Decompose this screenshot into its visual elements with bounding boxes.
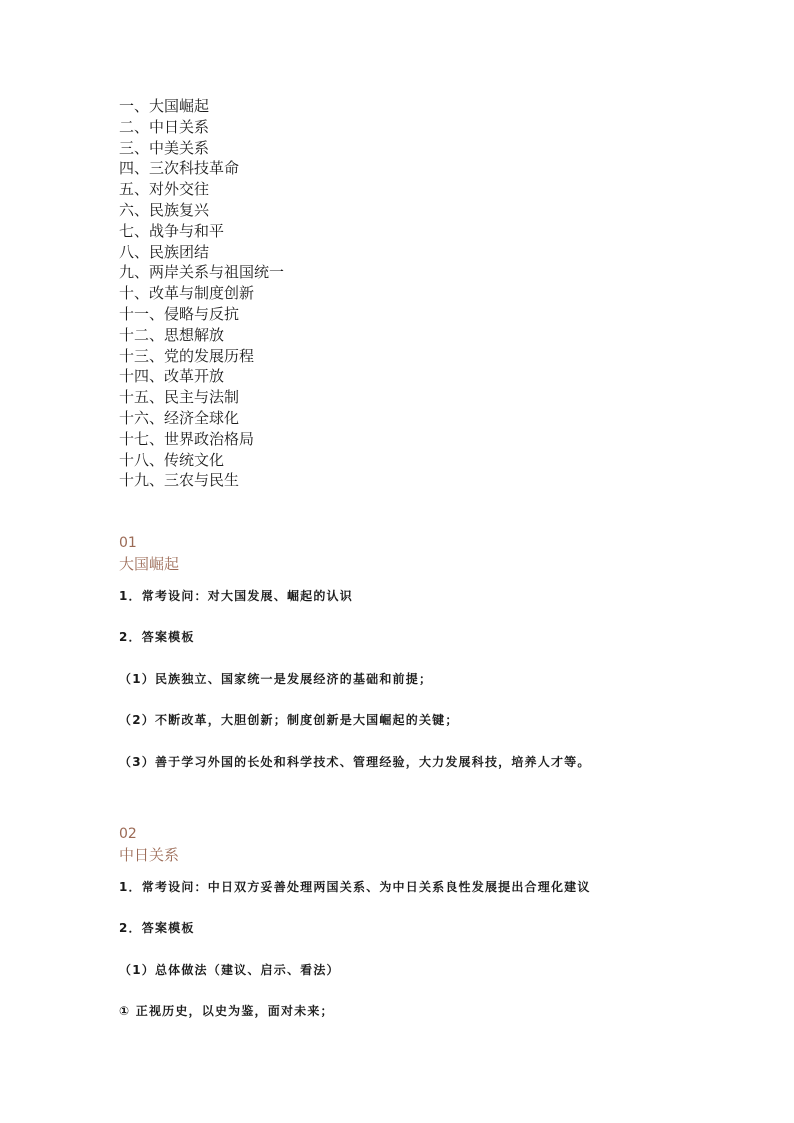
toc-item: 十三、党的发展历程 xyxy=(119,346,255,365)
question-line: 1．常考设问：中日双方妥善处理两国关系、为中日关系良性发展提出合理化建议 xyxy=(119,880,591,894)
toc-item: 九、两岸关系与祖国统一 xyxy=(119,263,285,282)
toc-item: 十四、改革开放 xyxy=(119,367,225,386)
toc-item: 八、民族团结 xyxy=(119,242,210,261)
template-heading: 2．答案模板 xyxy=(119,630,195,644)
template-heading: 2．答案模板 xyxy=(119,921,195,935)
toc-item: 一、大国崛起 xyxy=(119,97,210,115)
answer-point: （1）民族独立、国家统一是发展经济的基础和前提； xyxy=(119,672,433,686)
answer-point: ① 正视历史，以史为鉴，面对未来； xyxy=(119,1004,334,1018)
toc-item: 三、中美关系 xyxy=(119,138,210,157)
toc-item: 十一、侵略与反抗 xyxy=(119,304,240,323)
section-title: 中日关系 xyxy=(119,846,180,864)
toc-item: 十七、世界政治格局 xyxy=(119,429,255,448)
answer-point: （2）不断改革，大胆创新；制度创新是大国崛起的关键； xyxy=(119,713,459,727)
answer-point: （3）善于学习外国的长处和科学技术、管理经验，大力发展科技，培养人才等。 xyxy=(119,755,591,769)
toc-item: 六、民族复兴 xyxy=(119,200,210,219)
toc-item: 十八、传统文化 xyxy=(119,450,225,469)
question-line: 1．常考设问：对大国发展、崛起的认识 xyxy=(119,589,353,603)
section-heading xyxy=(119,533,719,575)
section-number: 01 xyxy=(119,535,137,551)
toc-item: 十五、民主与法制 xyxy=(119,388,240,407)
section-title: 大国崛起 xyxy=(119,555,180,573)
toc-item: 十九、三农与民生 xyxy=(119,471,240,490)
answer-point: （1）总体做法（建议、启示、看法） xyxy=(119,963,340,977)
toc-item: 七、战争与和平 xyxy=(119,221,225,240)
section-number: 02 xyxy=(119,826,137,842)
toc-item: 十六、经济全球化 xyxy=(119,408,240,427)
table-of-contents xyxy=(119,96,284,491)
section-heading xyxy=(119,824,719,866)
toc-item: 二、中日关系 xyxy=(119,117,210,136)
toc-item: 十二、思想解放 xyxy=(119,325,225,344)
toc-item: 四、三次科技革命 xyxy=(119,159,240,178)
toc-item: 十、改革与制度创新 xyxy=(119,284,255,303)
toc-item: 五、对外交往 xyxy=(119,180,210,199)
